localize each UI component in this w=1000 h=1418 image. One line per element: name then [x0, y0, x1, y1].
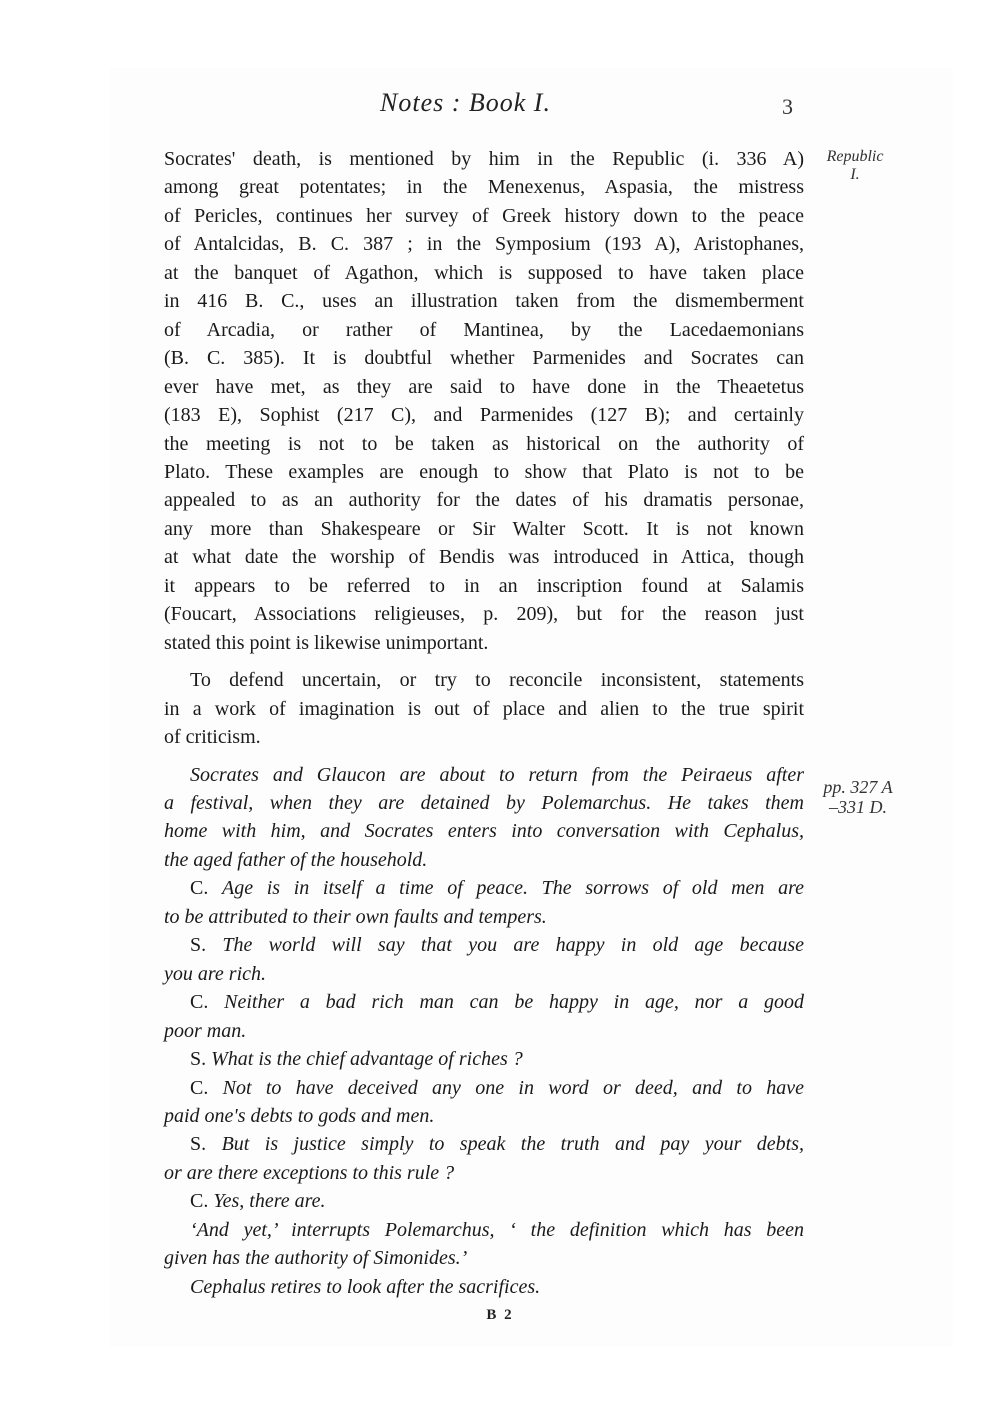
running-title: Notes : Book I. — [380, 88, 551, 117]
page-header — [0, 88, 1000, 128]
interjection-attribution: interrupts Polemarchus, — [276, 1218, 510, 1241]
text-line: in a work of imagination is out of place and alien to the true spirit — [164, 697, 804, 720]
margin-note-line: –331 D. — [829, 797, 887, 817]
text-line — [164, 1074, 804, 1102]
speaker-label: S. — [190, 1133, 207, 1156]
speaker-label: C. — [190, 1076, 209, 1099]
text-line: given has the authority of Simonides.’ — [164, 1247, 468, 1270]
dialogue-entry — [164, 874, 804, 931]
speaker-label: C. — [190, 1190, 209, 1213]
dialogue-text: Neither a bad rich man can be happy in age, nor a good — [224, 991, 804, 1014]
text-line: (183 E), Sophist (217 C), and Parmenides (127 B); and certainly — [164, 404, 804, 427]
dialogue-entry — [164, 931, 804, 988]
margin-note-line: pp. 327 A — [823, 777, 893, 797]
text-line — [164, 1130, 804, 1158]
text-line: to be attributed to their own faults and tempers. — [164, 905, 547, 928]
dialogue-entry — [164, 1187, 804, 1215]
margin-note-page-range — [808, 777, 908, 817]
text-line: Plato. These examples are enough to show that Plato is not to be — [164, 460, 804, 483]
text-line: a festival, when they are detained by Polemarchus. He takes them — [164, 791, 804, 814]
text-line: of Antalcidas, B. C. 387 ; in the Symposium (193 A), Aristophanes, — [164, 233, 804, 256]
text-line: Socrates' death, is mentioned by him in the Republic (i. 336 A) — [164, 148, 804, 170]
text-line: of Arcadia, or rather of Mantinea, by the Lacedaemonians — [164, 318, 804, 341]
text-line — [164, 988, 804, 1016]
dialogue-text: But is justice simply to speak the truth and pay your debts, — [221, 1133, 805, 1156]
text-line: among great potentates; in the Menexenus, Aspasia, the mistress — [164, 176, 804, 199]
text-line — [164, 1187, 804, 1215]
text-line — [164, 931, 804, 959]
quote-open: ‘And yet,’ — [190, 1218, 277, 1241]
dialogue-text: What is the chief advantage of riches ? — [211, 1048, 523, 1071]
speaker-label: S. — [190, 1048, 207, 1071]
margin-note-line: I. — [850, 166, 860, 183]
dialogue-text: Yes, there are. — [213, 1190, 326, 1213]
text-line: any more than Shakespeare or Sir Walter Scott. It is not known — [164, 517, 804, 540]
text-line: (Foucart, Associations religieuses, p. 209), but for the reason just — [164, 603, 804, 626]
text-line: the meeting is not to be taken as historical on the authority of — [164, 432, 804, 455]
text-line — [164, 874, 804, 902]
paragraph-criticism — [164, 666, 804, 751]
text-line: Cephalus retires to look after the sacrifices. — [190, 1275, 541, 1298]
text-line: Socrates and Glaucon are about to return from the Peiraeus after — [190, 763, 804, 786]
text-line: (B. C. 385). It is doubtful whether Parmenides and Socrates can — [164, 347, 804, 370]
text-line: you are rich. — [164, 962, 267, 985]
dialogue-entry — [164, 1074, 804, 1131]
quote-continue: ‘ the definition which has been — [509, 1218, 804, 1241]
dialogue-text: Age is in itself a time of peace. The sorrows of old men are — [222, 877, 804, 900]
text-line: poor man. — [164, 1019, 247, 1042]
text-line: or are there exceptions to this rule ? — [164, 1161, 455, 1184]
text-line: of Pericles, continues her survey of Greek history down to the peace — [164, 204, 804, 227]
text-line — [164, 1216, 804, 1244]
speaker-label: C. — [190, 877, 209, 900]
summary-paragraph — [164, 761, 804, 875]
text-line: it appears to be referred to in an inscription found at Salamis — [164, 574, 804, 597]
text-line: in 416 B. C., uses an illustration taken from the dismemberment — [164, 290, 804, 313]
closing-line — [164, 1273, 804, 1301]
dialogue-entry — [164, 1045, 804, 1073]
text-line — [164, 1045, 804, 1073]
text-line: the aged father of the household. — [164, 848, 428, 871]
dialogue-text: The world will say that you are happy in old age because — [222, 934, 804, 957]
text-line: at the banquet of Agathon, which is supposed to have taken place — [164, 261, 804, 284]
dialogue-entry — [164, 988, 804, 1045]
margin-note-line: Republic — [826, 148, 884, 165]
speaker-label: C. — [190, 991, 209, 1014]
text-line: To defend uncertain, or try to reconcile inconsistent, statements — [190, 669, 804, 692]
speaker-label: S. — [190, 934, 207, 957]
text-line: of criticism. — [164, 726, 261, 749]
text-line: paid one's debts to gods and men. — [164, 1104, 435, 1127]
margin-note-republic — [815, 148, 895, 184]
text-line: appealed to as an authority for the dates of his dramatis personae, — [164, 489, 804, 512]
text-line: ever have met, as they are said to have done in the Theaetetus — [164, 375, 804, 398]
body-text — [164, 145, 804, 1301]
interjection-polemarchus — [164, 1216, 804, 1273]
text-line: at what date the worship of Bendis was introduced in Attica, though — [164, 546, 804, 569]
text-line: stated this point is likewise unimportant. — [164, 631, 489, 654]
signature-mark: B 2 — [486, 1307, 514, 1323]
dialogue-text: Not to have deceived any one in word or deed, and to have — [222, 1076, 805, 1099]
page-number: 3 — [782, 94, 793, 119]
paragraph-dates — [164, 145, 804, 657]
text-line: home with him, and Socrates enters into conversation with Cephalus, — [164, 820, 804, 843]
dialogue-entry — [164, 1130, 804, 1187]
